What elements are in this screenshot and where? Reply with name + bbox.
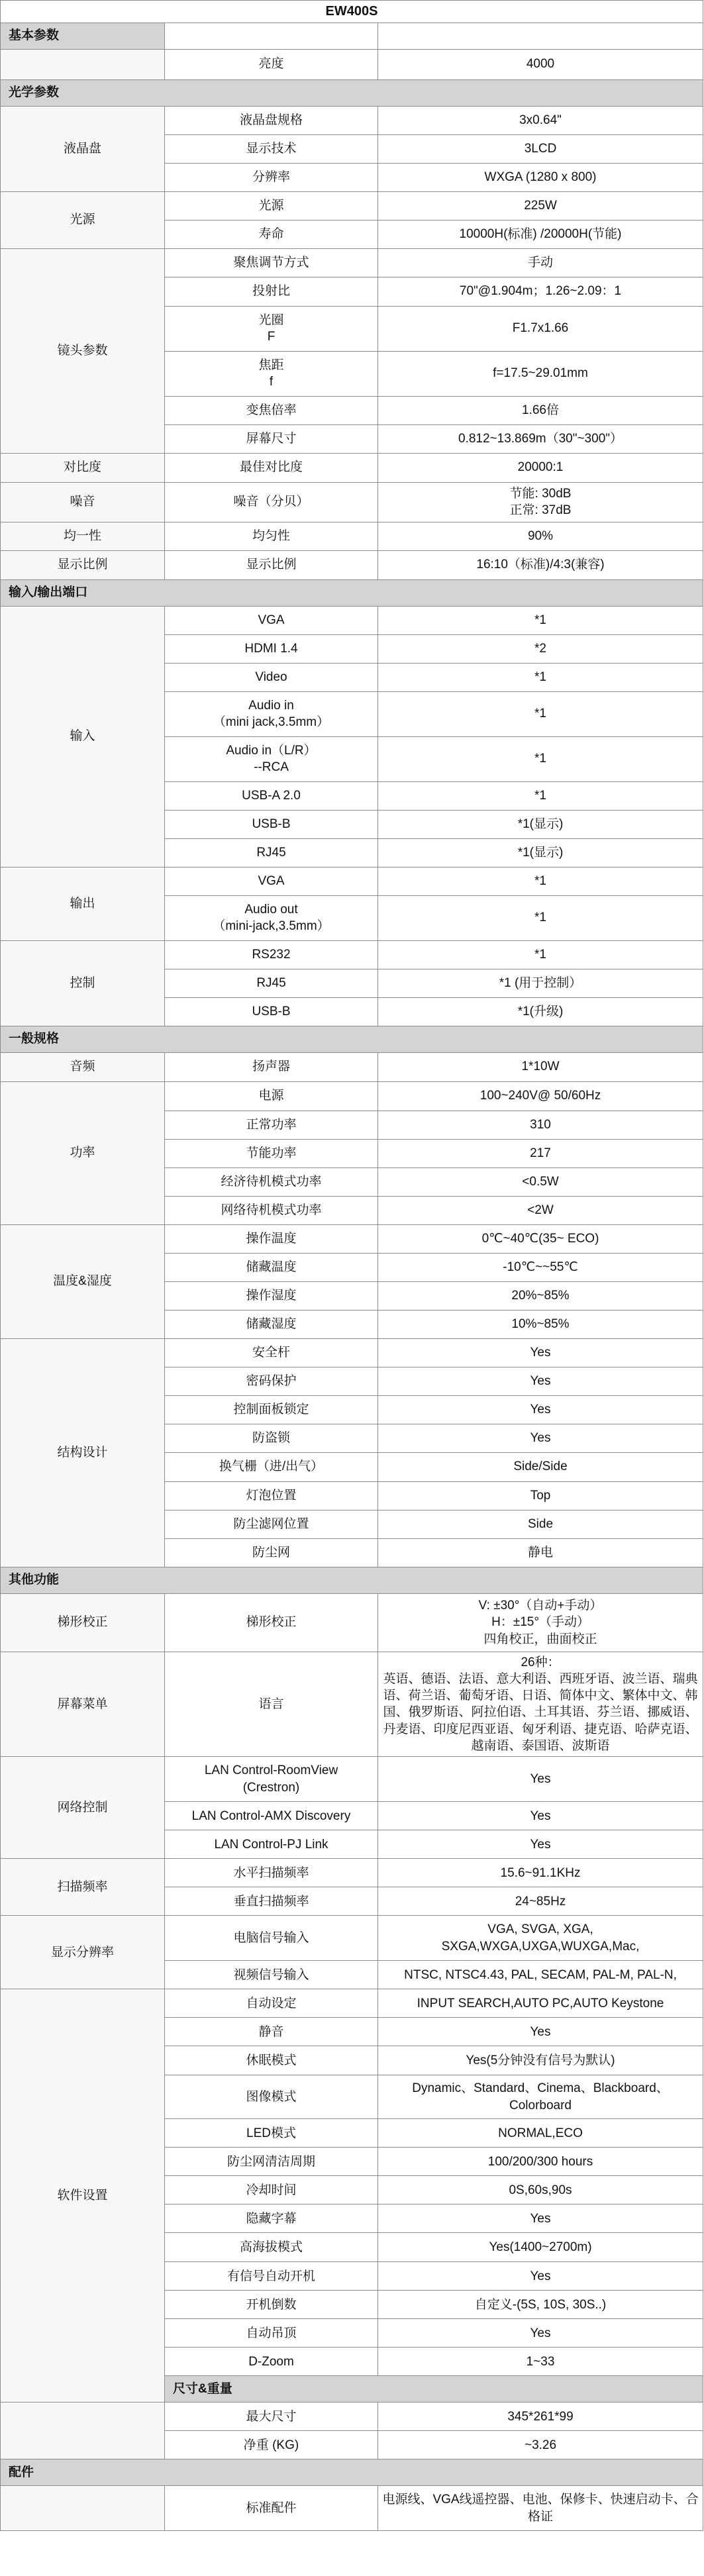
spec-item-label: USB-B (165, 997, 378, 1026)
spec-row (1, 606, 703, 634)
section-header-row (1, 1026, 703, 1052)
spec-row (1, 191, 703, 220)
spec-item-value: Top (378, 1481, 703, 1510)
spec-item-label: 换气栅（进/出气） (165, 1452, 378, 1481)
section-title: 尺寸&重量 (165, 2376, 703, 2403)
section-header-row (1, 1567, 703, 1593)
spec-item-value: 10%~85% (378, 1310, 703, 1338)
spec-group-label: 温度&湿度 (1, 1224, 165, 1338)
section-empty-cell (165, 23, 378, 49)
spec-item-value: 70"@1.904m；1.26~2.09：1 (378, 277, 703, 306)
spec-group-label: 梯形校正 (1, 1593, 165, 1652)
spec-item-value: Yes(5分钟没有信号为默认) (378, 2046, 703, 2075)
spec-row (1, 1052, 703, 1081)
spec-item-label: LAN Control-AMX Discovery (165, 1802, 378, 1830)
spec-item-label: 均匀性 (165, 522, 378, 550)
spec-item-value: F1.7x1.66 (378, 306, 703, 351)
spec-item-value: Yes (378, 1395, 703, 1424)
spec-item-label: 网络待机模式功率 (165, 1196, 378, 1224)
spec-item-label: 防尘滤网位置 (165, 1510, 378, 1538)
spec-item-value: 节能: 30dB 正常: 37dB (378, 482, 703, 522)
spec-item-value: 20%~85% (378, 1281, 703, 1310)
spec-row (1, 1652, 703, 1757)
spec-group-label: 音频 (1, 1052, 165, 1081)
spec-row (1, 940, 703, 969)
spec-item-value: -10℃~~55℃ (378, 1253, 703, 1281)
spec-item-value: Yes (378, 2319, 703, 2348)
spec-item-label: 防尘网 (165, 1538, 378, 1567)
spec-group-label: 显示分辨率 (1, 1916, 165, 1989)
spec-item-value: NORMAL,ECO (378, 2119, 703, 2148)
spec-item-label: 液晶盘规格 (165, 106, 378, 134)
spec-item-label: 密码保护 (165, 1367, 378, 1395)
spec-item-value: 0S,60s,90s (378, 2176, 703, 2204)
spec-item-label: HDMI 1.4 (165, 634, 378, 663)
spec-item-label: 图像模式 (165, 2075, 378, 2119)
spec-item-label: RJ45 (165, 838, 378, 867)
spec-item-value: Yes (378, 2262, 703, 2291)
spec-item-value: V: ±30°（自动+手动） H：±15°（手动） 四角校正，曲面校正 (378, 1593, 703, 1652)
spec-item-value: f=17.5~29.01mm (378, 351, 703, 396)
spec-item-label: 最佳对比度 (165, 453, 378, 482)
spec-group-label (1, 2486, 165, 2531)
spec-item-label: 静音 (165, 2018, 378, 2046)
spec-item-label: LED模式 (165, 2119, 378, 2148)
spec-item-label: 正常功率 (165, 1111, 378, 1139)
spec-group-label: 输入 (1, 606, 165, 867)
spec-item-value: Side (378, 1510, 703, 1538)
spec-item-value: 225W (378, 191, 703, 220)
spec-item-value: 4000 (378, 49, 703, 79)
spec-item-value: VGA, SVGA, XGA, SXGA,WXGA,UXGA,WUXGA,Mac, (378, 1916, 703, 1961)
spec-item-label: 聚焦调节方式 (165, 248, 378, 277)
spec-item-label: 焦距 f (165, 351, 378, 396)
spec-item-value: 1.66倍 (378, 396, 703, 424)
spec-item-label: 控制面板锁定 (165, 1395, 378, 1424)
spec-item-value: *1 (378, 691, 703, 736)
spec-group-label (1, 2403, 165, 2459)
spec-item-label: 变焦倍率 (165, 396, 378, 424)
spec-row (1, 1593, 703, 1652)
spec-item-value: Dynamic、Standard、Cinema、Blackboard、 Colorboard (378, 2075, 703, 2119)
spec-item-value: Yes (378, 1830, 703, 1859)
spec-item-value: 自定义-(5S, 10S, 30S..) (378, 2291, 703, 2319)
spec-item-label: 节能功率 (165, 1139, 378, 1167)
spec-row (1, 550, 703, 579)
spec-item-label: 安全杆 (165, 1338, 378, 1367)
spec-item-value: <2W (378, 1196, 703, 1224)
spec-item-label: 显示比例 (165, 550, 378, 579)
spec-item-value: *1 (378, 895, 703, 940)
spec-item-value: 100~240V@ 50/60Hz (378, 1081, 703, 1111)
spec-item-value: 静电 (378, 1538, 703, 1567)
spec-item-value: Yes(1400~2700m) (378, 2233, 703, 2262)
spec-item-label: 净重 (KG) (165, 2431, 378, 2459)
spec-item-label: 噪音（分贝） (165, 482, 378, 522)
section-title: 其他功能 (1, 1567, 703, 1593)
section-header-row (1, 23, 703, 49)
spec-row (1, 482, 703, 522)
spec-item-label: Audio out （mini-jack,3.5mm） (165, 895, 378, 940)
spec-item-label: 有信号自动开机 (165, 2262, 378, 2291)
spec-item-label: 经济待机模式功率 (165, 1167, 378, 1196)
spec-item-value: 3LCD (378, 134, 703, 163)
spec-item-value: Yes (378, 1802, 703, 1830)
spec-item-value: *1 (378, 606, 703, 634)
spec-item-label: 休眠模式 (165, 2046, 378, 2075)
section-empty-cell (378, 23, 703, 49)
spec-item-label: 灯泡位置 (165, 1481, 378, 1510)
spec-item-label: Video (165, 663, 378, 691)
spec-item-label: 视频信号输入 (165, 1961, 378, 1989)
spec-item-value: 90% (378, 522, 703, 550)
spec-row (1, 106, 703, 134)
spec-group-label: 均一性 (1, 522, 165, 550)
spec-item-label: 操作温度 (165, 1224, 378, 1253)
spec-item-label: 梯形校正 (165, 1593, 378, 1652)
spec-group-label: 显示比例 (1, 550, 165, 579)
spec-item-value: 310 (378, 1111, 703, 1139)
spec-row (1, 1916, 703, 1961)
spec-item-value: *1 (378, 663, 703, 691)
spec-item-label: 储藏湿度 (165, 1310, 378, 1338)
spec-row (1, 1338, 703, 1367)
spec-item-label: D-Zoom (165, 2348, 378, 2376)
section-header-row (1, 579, 703, 606)
spec-item-value: 24~85Hz (378, 1887, 703, 1916)
spec-group-label: 控制 (1, 940, 165, 1026)
spec-row (1, 453, 703, 482)
spec-group-label: 功率 (1, 1081, 165, 1224)
spec-item-label: 自动吊顶 (165, 2319, 378, 2348)
spec-row (1, 248, 703, 277)
spec-group-label: 结构设计 (1, 1338, 165, 1567)
section-title: 一般规格 (1, 1026, 703, 1052)
section-title: 光学参数 (1, 79, 703, 106)
spec-item-label: USB-B (165, 810, 378, 838)
spec-item-value: Yes (378, 2018, 703, 2046)
spec-title: EW400S (1, 1, 703, 23)
spec-item-value: Side/Side (378, 1452, 703, 1481)
spec-item-value: 20000:1 (378, 453, 703, 482)
spec-item-value: *1 (378, 940, 703, 969)
spec-item-label: 投射比 (165, 277, 378, 306)
spec-item-value: 0.812~13.869m（30"~300"） (378, 424, 703, 453)
spec-group-label: 光源 (1, 191, 165, 248)
spec-row (1, 49, 703, 79)
spec-item-label: 冷却时间 (165, 2176, 378, 2204)
spec-group-label: 噪音 (1, 482, 165, 522)
spec-item-label: LAN Control-PJ Link (165, 1830, 378, 1859)
spec-row (1, 1081, 703, 1111)
spec-item-value: *1 (378, 867, 703, 895)
spec-group-label: 镜头参数 (1, 248, 165, 453)
spec-item-label: 语言 (165, 1652, 378, 1757)
spec-item-value: Yes (378, 1367, 703, 1395)
spec-table-body (1, 1, 703, 2531)
spec-item-value: Yes (378, 1757, 703, 1802)
section-title: 配件 (1, 2459, 703, 2486)
spec-item-label: USB-A 2.0 (165, 781, 378, 810)
spec-item-label: 防尘网清洁周期 (165, 2148, 378, 2176)
spec-item-label: 显示技术 (165, 134, 378, 163)
spec-item-label: 标准配件 (165, 2486, 378, 2531)
spec-item-label: 亮度 (165, 49, 378, 79)
spec-item-value: *1(显示) (378, 810, 703, 838)
spec-group-label: 屏幕菜单 (1, 1652, 165, 1757)
spec-item-label: 最大尺寸 (165, 2403, 378, 2431)
spec-item-value: 10000H(标准) /20000H(节能) (378, 220, 703, 248)
spec-row (1, 1989, 703, 2018)
spec-item-label: 电源 (165, 1081, 378, 1111)
spec-item-value: *1 (用于控制） (378, 969, 703, 997)
spec-item-value: 电源线、VGA线遥控器、电池、保修卡、快速启动卡、合格证 (378, 2486, 703, 2531)
spec-item-label: VGA (165, 867, 378, 895)
spec-item-value: 1*10W (378, 1052, 703, 1081)
spec-row (1, 2486, 703, 2531)
spec-item-label: 寿命 (165, 220, 378, 248)
spec-item-label: 光源 (165, 191, 378, 220)
spec-item-label: 储藏温度 (165, 1253, 378, 1281)
title-row (1, 1, 703, 23)
spec-item-label: 屏幕尺寸 (165, 424, 378, 453)
spec-item-label: Audio in （mini jack,3.5mm） (165, 691, 378, 736)
spec-item-value: Yes (378, 1424, 703, 1452)
spec-group-label (1, 49, 165, 79)
spec-group-label: 软件设置 (1, 1989, 165, 2403)
spec-row (1, 2403, 703, 2431)
spec-item-value: *1(显示) (378, 838, 703, 867)
spec-item-value: ~3.26 (378, 2431, 703, 2459)
spec-group-label: 扫描频率 (1, 1859, 165, 1916)
spec-group-label: 液晶盘 (1, 106, 165, 191)
spec-item-label: 水平扫描频率 (165, 1859, 378, 1887)
spec-item-label: 电脑信号输入 (165, 1916, 378, 1961)
spec-item-value: 26种： 英语、德语、法语、意大利语、西班牙语、波兰语、瑞典语、荷兰语、葡萄牙语、日语、简体中文、繁体中文、韩国、俄罗斯语、阿拉伯语、土耳其语、芬兰语、挪威语、丹麦语、印度尼西亚语、匈牙利语、捷克语、哈萨克语、越南语、泰国语、波斯语 (378, 1652, 703, 1757)
spec-item-label: 光圈 F (165, 306, 378, 351)
spec-item-value: 217 (378, 1139, 703, 1167)
spec-row (1, 1224, 703, 1253)
spec-item-value: 3x0.64" (378, 106, 703, 134)
spec-item-label: 高海拔模式 (165, 2233, 378, 2262)
spec-item-label: RS232 (165, 940, 378, 969)
spec-item-value: WXGA (1280 x 800) (378, 163, 703, 191)
spec-item-label: 分辨率 (165, 163, 378, 191)
spec-item-value: Yes (378, 2204, 703, 2233)
spec-row (1, 867, 703, 895)
spec-item-value: *1 (378, 736, 703, 781)
spec-item-label: 扬声器 (165, 1052, 378, 1081)
spec-group-label: 网络控制 (1, 1757, 165, 1859)
spec-item-label: Audio in（L/R） --RCA (165, 736, 378, 781)
spec-group-label: 输出 (1, 867, 165, 940)
spec-item-label: 操作湿度 (165, 1281, 378, 1310)
spec-item-value: 345*261*99 (378, 2403, 703, 2431)
spec-item-value: 15.6~91.1KHz (378, 1859, 703, 1887)
spec-row (1, 1757, 703, 1802)
spec-item-value: 1~33 (378, 2348, 703, 2376)
spec-item-value: *2 (378, 634, 703, 663)
spec-item-label: 隐藏字幕 (165, 2204, 378, 2233)
spec-item-value: 手动 (378, 248, 703, 277)
spec-item-value: Yes (378, 1338, 703, 1367)
spec-item-label: 自动设定 (165, 1989, 378, 2018)
spec-item-value: *1(升级) (378, 997, 703, 1026)
spec-row (1, 522, 703, 550)
spec-group-label: 对比度 (1, 453, 165, 482)
spec-item-label: 垂直扫描频率 (165, 1887, 378, 1916)
spec-row (1, 1859, 703, 1887)
spec-item-label: RJ45 (165, 969, 378, 997)
section-header-row (1, 2459, 703, 2486)
spec-item-value: 0℃~40℃(35~ ECO) (378, 1224, 703, 1253)
section-header-row (1, 79, 703, 106)
spec-item-value: <0.5W (378, 1167, 703, 1196)
section-title: 基本参数 (1, 23, 165, 49)
spec-item-label: VGA (165, 606, 378, 634)
spec-item-value: *1 (378, 781, 703, 810)
spec-item-label: 防盗锁 (165, 1424, 378, 1452)
spec-item-value: INPUT SEARCH,AUTO PC,AUTO Keystone (378, 1989, 703, 2018)
spec-item-value: NTSC, NTSC4.43, PAL, SECAM, PAL-M, PAL-N, (378, 1961, 703, 1989)
spec-item-value: 100/200/300 hours (378, 2148, 703, 2176)
section-title: 输入/输出端口 (1, 579, 703, 606)
spec-item-label: LAN Control-RoomView (Crestron) (165, 1757, 378, 1802)
spec-item-label: 开机倒数 (165, 2291, 378, 2319)
spec-item-value: 16:10（标准)/4:3(兼容) (378, 550, 703, 579)
